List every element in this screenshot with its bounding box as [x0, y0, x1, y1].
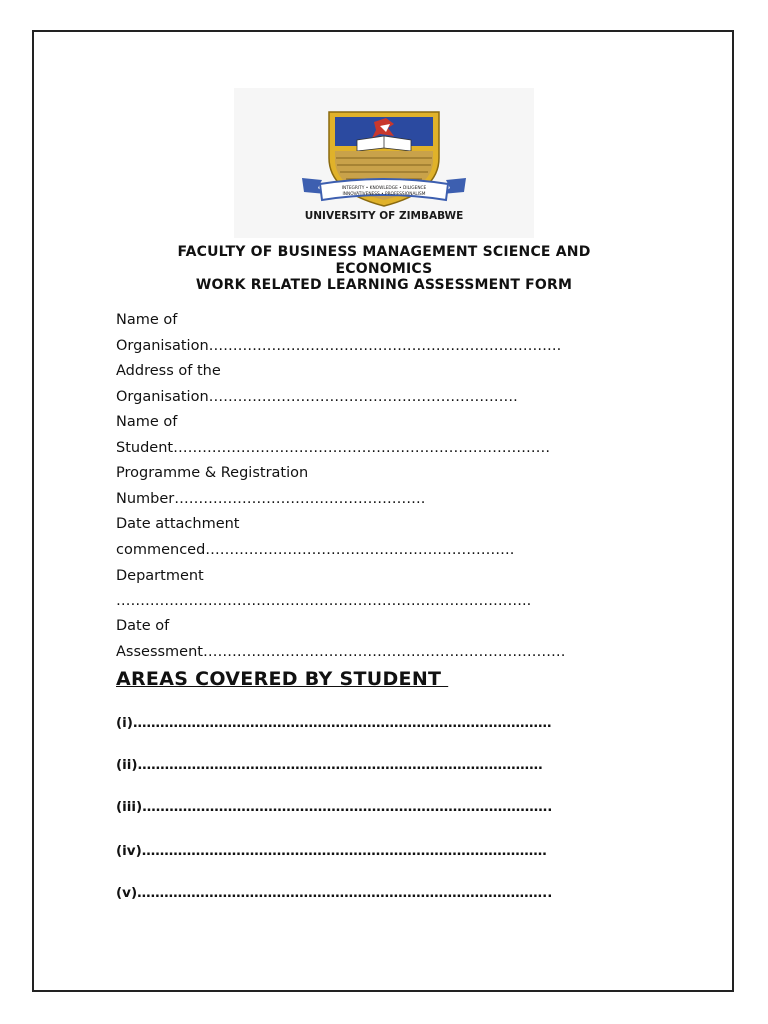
field-org-name-label: Name of	[116, 312, 178, 328]
areas-covered-title: AREAS COVERED BY STUDENT	[116, 668, 449, 690]
field-department-label: Department	[116, 568, 204, 584]
area-item-1: (i)…………………………………………………………………………………	[116, 715, 552, 731]
field-student-name-blank: Student……………………………………………………………………	[116, 440, 551, 456]
crest-icon	[234, 88, 534, 238]
field-org-address-blank: Organisation……………………………………………………….	[116, 389, 518, 405]
field-student-name-label: Name of	[116, 414, 178, 430]
area-item-2: (ii)………………………………………………………………………………	[116, 757, 543, 773]
field-department-blank: …………………………………………………………………………..	[116, 593, 532, 609]
field-org-address-label: Address of the	[116, 363, 221, 379]
area-item-3: (iii)……………………………………………………………………………….	[116, 799, 553, 815]
area-item-4: (iv)………………………………………………………………………………	[116, 843, 547, 859]
field-programme-label: Programme & Registration	[116, 465, 309, 481]
form-title: WORK RELATED LEARNING ASSESSMENT FORM	[195, 277, 573, 293]
motto-line-2: INNOVATIVENESS • PROFESSIONALISM	[342, 192, 426, 197]
field-assessment-date-blank: Assessment…………………………………………………………………	[116, 644, 566, 660]
field-assessment-date-label: Date of	[116, 618, 170, 634]
motto-line-1: INTEGRITY • KNOWLEDGE • DILIGENCE	[341, 186, 427, 191]
university-logo	[234, 88, 534, 238]
university-name: UNIVERSITY OF ZIMBABWE	[304, 210, 464, 222]
field-org-name-blank: Organisation……………………………………………………………….	[116, 338, 562, 354]
field-date-commenced-blank: commenced……………………………………………………….	[116, 542, 515, 558]
faculty-line-2: ECONOMICS	[335, 261, 433, 277]
field-date-commenced-label: Date attachment	[116, 516, 240, 532]
faculty-line-1: FACULTY OF BUSINESS MANAGEMENT SCIENCE AND	[177, 244, 591, 260]
area-item-5: (v)………………………………………………………………………………..	[116, 885, 553, 901]
field-programme-blank: Number…………………………………………….	[116, 491, 426, 507]
